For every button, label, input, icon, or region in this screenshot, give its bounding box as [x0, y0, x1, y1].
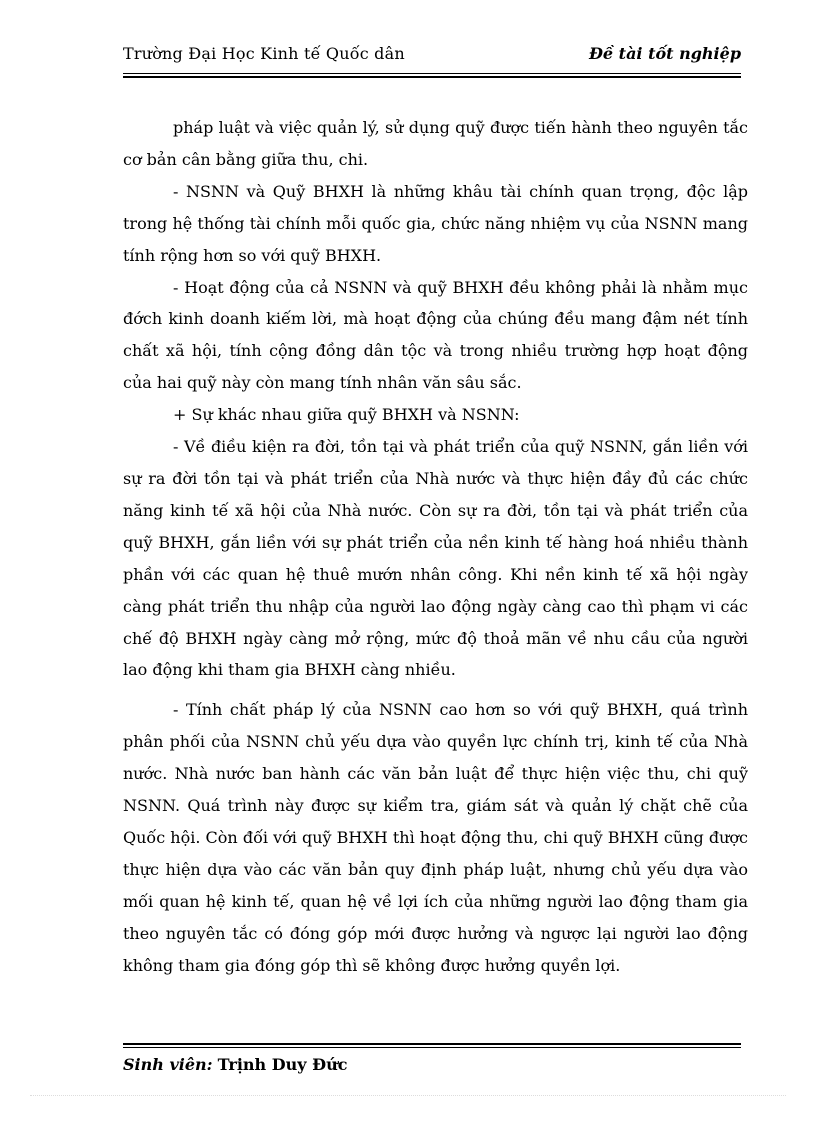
page-edge-dotted-line	[30, 1095, 786, 1096]
paragraph-2: - NSNN và Quỹ BHXH là những khâu tài chính quan trọng, độc lập trong hệ thống tài chính mỗi quốc gia, chức năng nhiệm vụ của NSNN mang tính rộng hơn so với quỹ BHXH.	[123, 181, 748, 265]
school-name: Trường Đại Học Kinh tế Quốc dân	[123, 44, 405, 63]
paragraph-3: - Hoạt động của cả NSNN và quỹ BHXH đều không phải là nhằm mục đớch kinh doanh kiếm lời, mà hoạt động của chúng đều mang đậm nét tính chất xã hội, tính cộng đồng dân tộc và trong nhiều trường hợp hoạt động của hai quỹ này còn mang tính nhân văn sâu sắc.	[123, 277, 748, 393]
page-footer	[123, 1055, 347, 1074]
student-name: Trịnh Duy Đức	[217, 1055, 348, 1074]
paragraph-4: + Sự khác nhau giữa quỹ BHXH và NSNN:	[173, 405, 520, 425]
header-rule-thin	[123, 73, 741, 74]
thesis-title: Đề tài tốt nghiệp	[588, 44, 741, 63]
footer-rule-thick	[123, 1043, 741, 1045]
paragraph-5: - Về điều kiện ra đời, tồn tại và phát triển của quỹ NSNN, gắn liền với sự ra đời tồn tại và phát triển của Nhà nước và thực hiện đầy đủ các chức năng kinh tế xã hội của Nhà nước. Còn sự ra đời, tồn tại và phát triển của quỹ BHXH, gắn liền với sự phát triển của nền kinh tế hàng hoá nhiều thành phần với các quan hệ thuê mướn nhân công. Khi nền kinh tế xã hội ngày càng phát triển thu nhập của người lao động ngày càng cao thì phạm vi các chế độ BHXH ngày càng mở rộng, mức độ thoả mãn về nhu cầu của người lao động khi tham gia BHXH càng nhiều.	[123, 437, 748, 680]
student-label: Sinh viên:	[123, 1055, 213, 1074]
header-rule-thick	[123, 76, 741, 78]
footer-rule-thin	[123, 1047, 741, 1048]
paragraph-1: pháp luật và việc quản lý, sử dụng quỹ được tiến hành theo nguyên tắc cơ bản cân bằng giữa thu, chi.	[123, 118, 748, 169]
paragraph-6: - Tính chất pháp lý của NSNN cao hơn so với quỹ BHXH, quá trình phân phối của NSNN chủ yếu dựa vào quyền lực chính trị, kinh tế của Nhà nước. Nhà nước ban hành các văn bản luật để thực hiện việc thu, chi quỹ NSNN. Quá trình này được sự kiểm tra, giám sát và quản lý chặt chẽ của Quốc hội. Còn đối với quỹ BHXH thì hoạt động thu, chi quỹ BHXH cũng được thực hiện dựa vào các văn bản quy định pháp luật, nhưng chủ yếu dựa vào mối quan hệ kinh tế, quan hệ về lợi ích của những người lao động tham gia theo nguyên tắc có đóng góp mới được hưởng và ngược lại người lao động không tham gia đóng góp thì sẽ không được hưởng quyền lợi.	[123, 700, 748, 975]
page-header	[123, 44, 741, 70]
document-body	[123, 112, 748, 981]
